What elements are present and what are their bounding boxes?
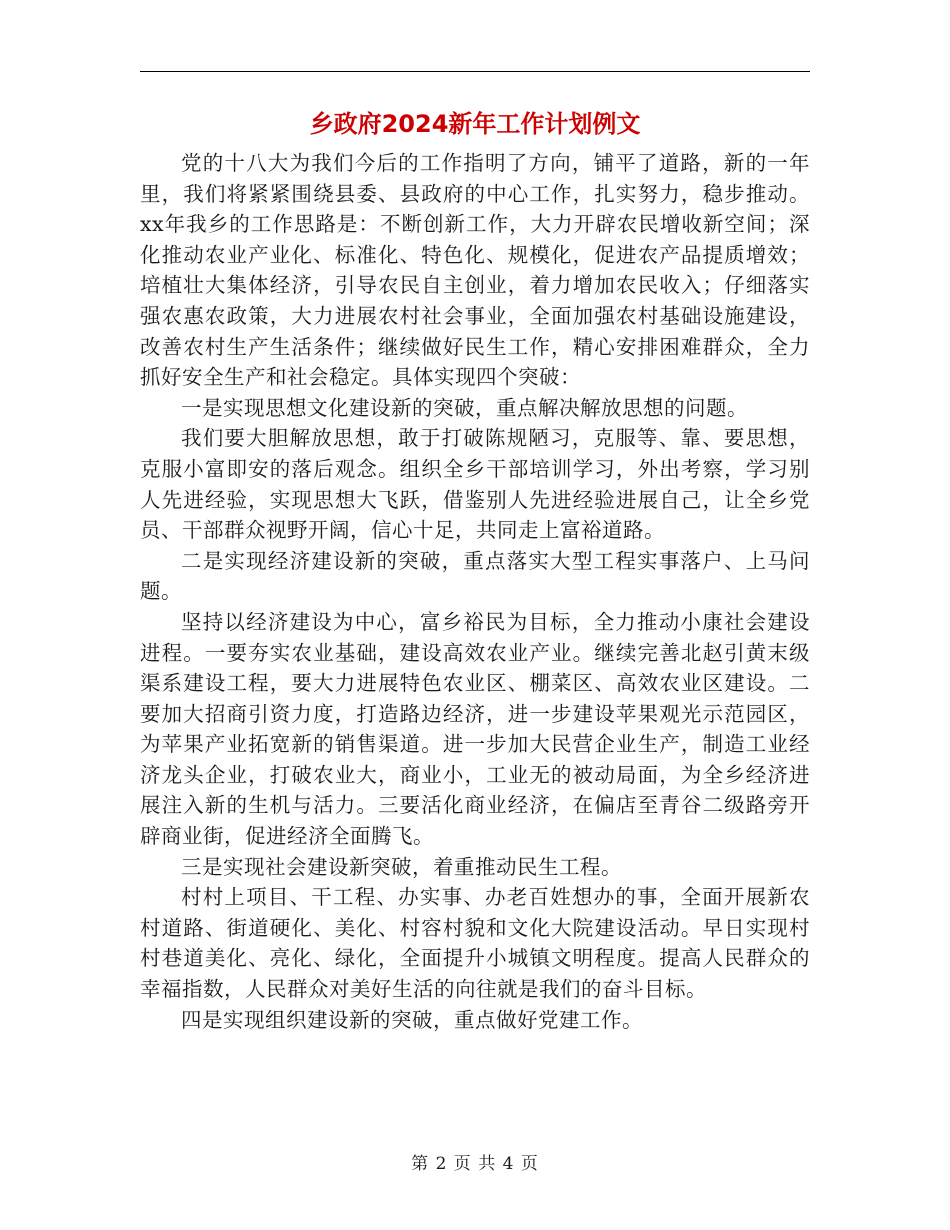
paragraph-heading-4: 四是实现组织建设新的突破，重点做好党建工作。 xyxy=(181,1007,643,1032)
paragraph-body-3: 村村上项目、干工程、办实事、办老百姓想办的事，全面开展新农村道路、街道硬化、美化、村容村貌和文化大院建设活动。早日实现村村巷道美化、亮化、绿化，全面提升小城镇文明程度。提高人民群众的幸福指数，人民群众对美好生活的向往就是我们的奋斗目标。 xyxy=(140,885,810,1002)
page-number: 第 2 页 共 4 页 xyxy=(411,1154,539,1174)
document-title: 乡政府2024新年工作计划例文 xyxy=(309,110,641,138)
paragraph-heading-1: 一是实现思想文化建设新的突破，重点解决解放思想的问题。 xyxy=(181,395,748,420)
paragraph-intro: 党的十八大为我们今后的工作指明了方向，铺平了道路，新的一年里，我们将紧紧围绕县委、县政府的中心工作，扎实努力，稳步推动。xx年我乡的工作思路是：不断创新工作，大力开辟农民增收新空间；深化推动农业产业化、标准化、特色化、规模化，促进农产品提质增效；培植壮大集体经济，引导农民自主创业，着力增加农民收入；仔细落实强农惠农政策，大力进展农村社会事业，全面加强农村基础设施建设，改善农村生产生活条件；继续做好民生工作，精心安排困难群众，全力抓好安全生产和社会稳定。具体实现四个突破： xyxy=(140,151,810,390)
document-body xyxy=(140,148,810,1035)
paragraph-heading-3: 三是实现社会建设新突破，着重推动民生工程。 xyxy=(181,854,622,879)
paragraph-body-1: 我们要大胆解放思想，敢于打破陈规陋习，克服等、靠、要思想，克服小富即安的落后观念。组织全乡干部培训学习，外出考察，学习别人先进经验，实现思想大飞跃，借鉴别人先进经验进展自己，让全乡党员、干部群众视野开阔，信心十足，共同走上富裕道路。 xyxy=(140,426,810,543)
paragraph-heading-2: 二是实现经济建设新的突破，重点落实大型工程实事落户、上马问题。 xyxy=(140,548,810,604)
paragraph-body-2: 坚持以经济建设为中心，富乡裕民为目标，全力推动小康社会建设进程。一要夯实农业基础，建设高效农业产业。继续完善北赵引黄末级渠系建设工程，要大力进展特色农业区、棚菜区、高效农业区建设。二要加大招商引资力度，打造路边经济，进一步建设苹果观光示范园区，为苹果产业拓宽新的销售渠道。进一步加大民营企业生产，制造工业经济龙头企业，打破农业大，商业小，工业无的被动局面，为全乡经济进展注入新的生机与活力。三要活化商业经济，在偏店至青谷二级路旁开辟商业街，促进经济全面腾飞。 xyxy=(140,609,810,849)
header-rule xyxy=(140,71,810,72)
